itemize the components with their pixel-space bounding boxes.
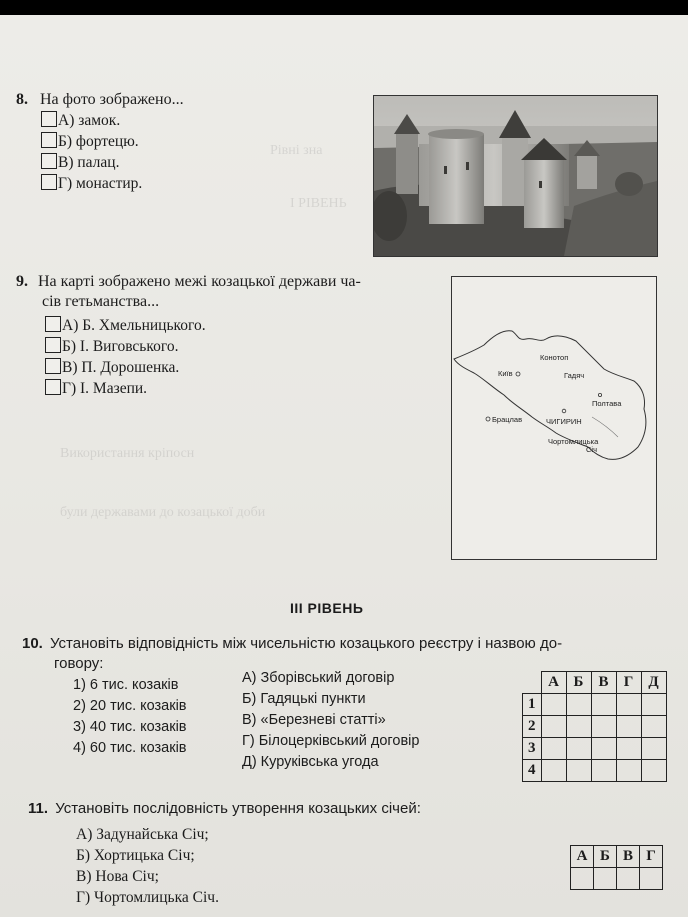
question-text: Установіть відповідність між чисельністю козацького реєстру і назвою до- (50, 635, 563, 652)
grid-cell[interactable] (566, 694, 591, 716)
map-label-hadiach: Гадяч (564, 371, 585, 380)
question-11 (28, 799, 421, 819)
map-label-chyhyryn: ЧИГИРИН (546, 417, 582, 426)
top-black-bar (0, 0, 688, 15)
answer-option[interactable]: В) П. Дорошенка. (45, 358, 179, 378)
grid-cell[interactable] (541, 738, 566, 760)
question-text: Установіть послідовність утворення козацьких січей: (55, 800, 421, 817)
grid-cell[interactable] (616, 694, 641, 716)
grid-col-header: Б (594, 846, 617, 868)
match-left-item: 4) 60 тис. козаків (73, 740, 187, 756)
sequence-item: А) Задунайська Січ; (76, 826, 209, 843)
question-8 (16, 90, 184, 110)
grid-cell[interactable] (617, 868, 640, 890)
checkbox[interactable] (41, 174, 57, 190)
grid-cell[interactable] (616, 760, 641, 782)
grid-cell[interactable] (591, 760, 616, 782)
grid-col-header: Б (566, 672, 591, 694)
map-label-poltava: Полтава (592, 399, 622, 408)
answer-option[interactable]: Б) фортецю. (41, 132, 139, 152)
checkbox[interactable] (45, 316, 61, 332)
grid-cell[interactable] (541, 694, 566, 716)
answer-grid-q10 (522, 671, 667, 782)
grid-col-header: Г (616, 672, 641, 694)
grid-col-header: А (541, 672, 566, 694)
checkbox[interactable] (41, 153, 57, 169)
sequence-options (76, 824, 219, 908)
answer-grid-q11 (570, 845, 663, 890)
checkbox[interactable] (45, 379, 61, 395)
grid-row-header: 3 (523, 738, 542, 760)
map-label-bratslav: Брацлав (492, 415, 523, 424)
question-number: 11. (28, 800, 49, 817)
match-left-column (73, 675, 187, 759)
answer-option[interactable]: В) палац. (41, 153, 119, 173)
grid-row-header: 4 (523, 760, 542, 782)
map-label-kyiv: Київ (498, 369, 513, 378)
grid-cell[interactable] (594, 868, 617, 890)
grid-col-header: В (591, 672, 616, 694)
grid-cell[interactable] (641, 716, 666, 738)
grid-row-header: 1 (523, 694, 542, 716)
grid-cell[interactable] (616, 738, 641, 760)
bleed-through-text: І РІВЕНЬ (290, 196, 347, 211)
grid-cell[interactable] (541, 760, 566, 782)
map-label-sich: Січ (586, 445, 597, 454)
grid-cell[interactable] (641, 694, 666, 716)
grid-cell[interactable] (641, 760, 666, 782)
match-left-item: 2) 20 тис. козаків (73, 698, 187, 714)
bleed-through-text: були державами до козацької доби (60, 505, 266, 520)
answer-option[interactable]: Г) І. Мазепи. (45, 379, 147, 399)
checkbox[interactable] (45, 337, 61, 353)
fortress-photo (373, 95, 658, 257)
answer-option[interactable]: А) замок. (41, 111, 120, 131)
answer-option[interactable]: А) Б. Хмельницького. (45, 316, 206, 336)
grid-col-header: Д (641, 672, 666, 694)
grid-row-header: 2 (523, 716, 542, 738)
bleed-through-text: Використання кріпосн (60, 446, 195, 461)
answer-option[interactable]: Г) монастир. (41, 174, 142, 194)
question-10 (22, 634, 562, 654)
grid-cell[interactable] (641, 738, 666, 760)
question-text: На фото зображено... (40, 91, 184, 108)
match-right-item: А) Зборівський договір (242, 670, 395, 686)
grid-cell[interactable] (566, 760, 591, 782)
grid-cell[interactable] (571, 868, 594, 890)
grid-cell[interactable] (566, 716, 591, 738)
match-right-item: Г) Білоцерківський договір (242, 733, 420, 749)
sequence-item: Б) Хортицька Січ; (76, 847, 195, 864)
sequence-item: В) Нова Січ; (76, 868, 159, 885)
grid-col-header: А (571, 846, 594, 868)
level-heading: III РІВЕНЬ (290, 600, 364, 616)
grid-cell[interactable] (591, 738, 616, 760)
match-left-item: 3) 40 тис. козаків (73, 719, 187, 735)
checkbox[interactable] (45, 358, 61, 374)
map-label-konotop: Конотоп (540, 353, 569, 362)
question-text-continued: сів гетьманства... (42, 293, 160, 310)
map-label-chortomlytska: Чортомлицька (548, 437, 599, 446)
question-number: 8. (16, 91, 28, 108)
question-text-continued: говору: (54, 655, 104, 672)
match-right-item: Д) Куруківська угода (242, 754, 379, 770)
grid-cell[interactable] (541, 716, 566, 738)
question-text: На карті зображено межі козацької держави ча- (38, 273, 361, 290)
question-number: 9. (16, 273, 28, 290)
match-right-item: В) «Березневі статті» (242, 712, 386, 728)
match-right-column (242, 668, 419, 773)
grid-cell[interactable] (591, 694, 616, 716)
hetmanate-map (451, 276, 657, 560)
question-9 (16, 272, 361, 292)
grid-cell[interactable] (616, 716, 641, 738)
grid-cell[interactable] (591, 716, 616, 738)
checkbox[interactable] (41, 132, 57, 148)
answer-option[interactable]: Б) І. Виговського. (45, 337, 178, 357)
question-number: 10. (22, 635, 43, 652)
grid-col-header: В (617, 846, 640, 868)
checkbox[interactable] (41, 111, 57, 127)
grid-cell[interactable] (640, 868, 663, 890)
sequence-item: Г) Чортомлицька Січ. (76, 889, 219, 906)
grid-cell[interactable] (566, 738, 591, 760)
match-right-item: Б) Гадяцькі пункти (242, 691, 366, 707)
match-left-item: 1) 6 тис. козаків (73, 677, 179, 693)
bleed-through-text: Рівні зна (270, 143, 323, 158)
grid-col-header: Г (640, 846, 663, 868)
